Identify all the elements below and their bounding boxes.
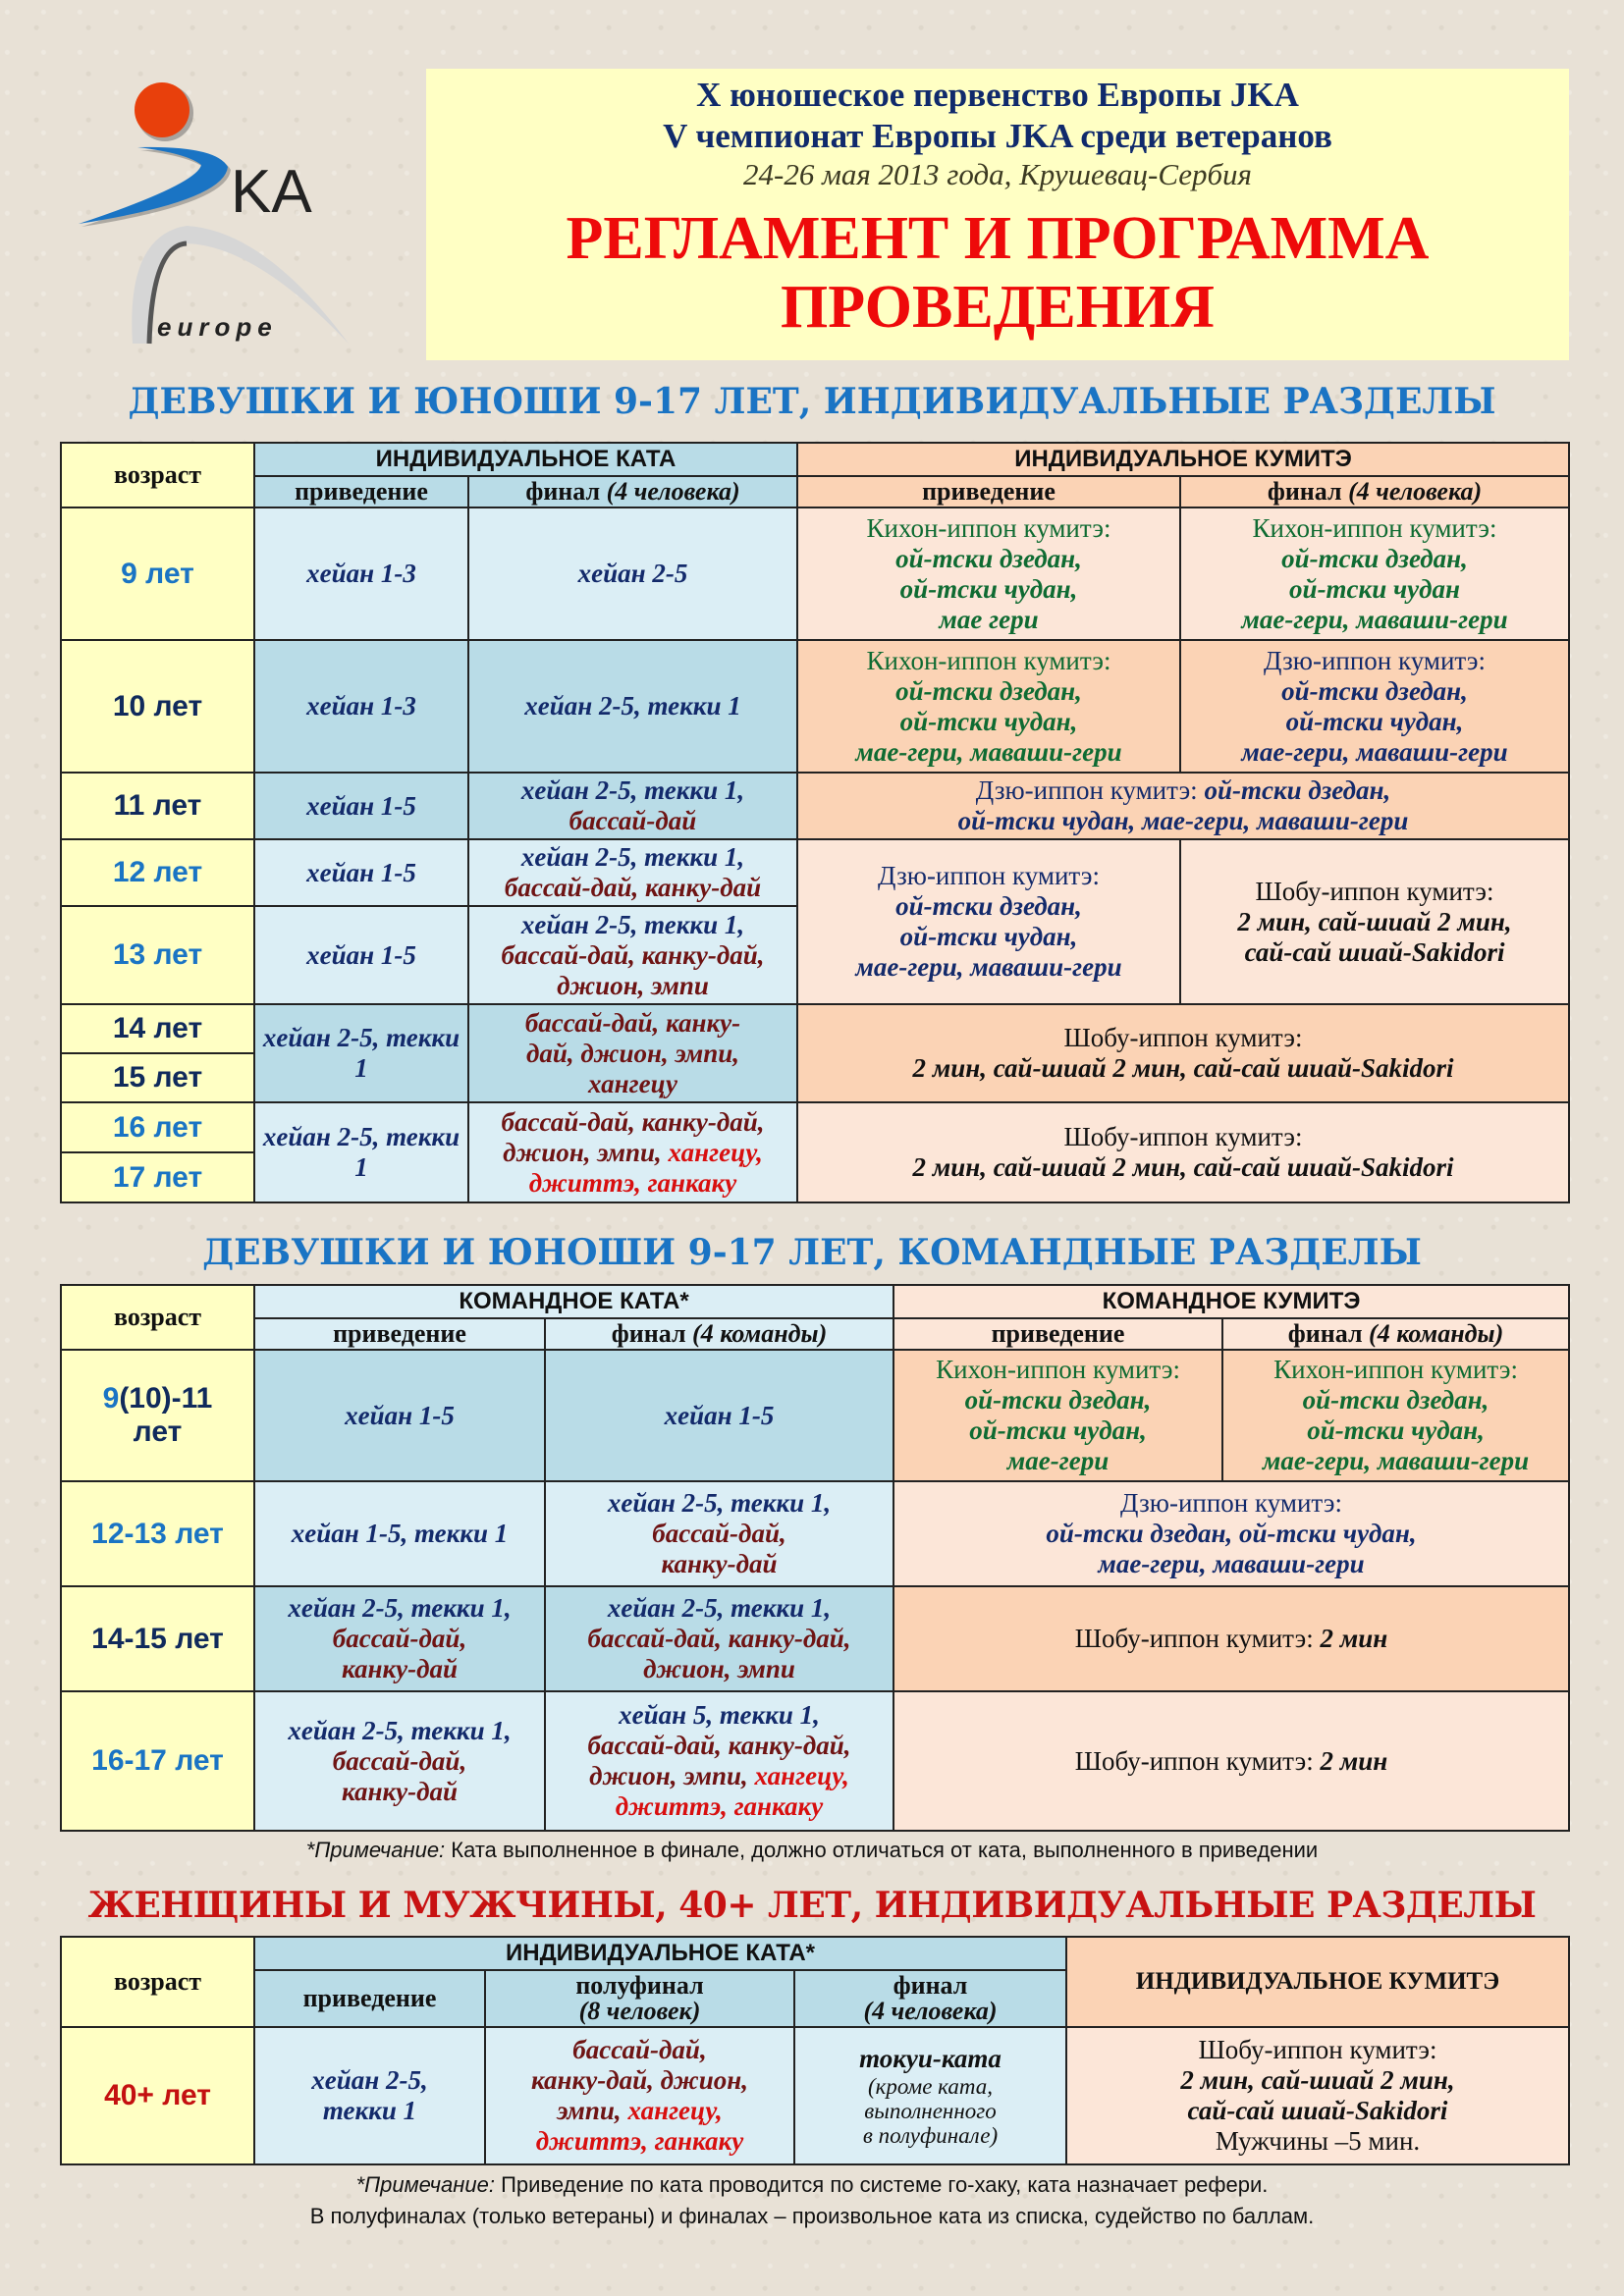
- kumite-final-cell: Кихон-иппон кумитэ: ой-тски дзедан, ой-тски чудан мае-гери, маваши-гери: [1180, 507, 1569, 640]
- age-cell: 9 лет: [61, 507, 254, 640]
- kumite-cell: Шобу-иппон кумитэ: 2 мин, сай-шиай 2 мин, сай-сай шиай-Sakidori: [797, 1102, 1569, 1202]
- kata-final-header: финал (4 команды): [545, 1318, 893, 1350]
- kumite-final-cell: Кихон-иппон кумитэ: ой-тски дзедан, ой-тски чудан, мае-гери, маваши-гери: [1222, 1350, 1569, 1481]
- svg-text:europe: europe: [157, 312, 278, 342]
- table-row: [61, 1586, 1569, 1691]
- kumite-cell: Дзю-иппон кумитэ: ой-тски дзедан, ой-тски чудан, мае-гери, маваши-гери: [797, 773, 1569, 839]
- kata-semi-header: полуфинал (8 человек): [485, 1970, 794, 2027]
- table-row: [61, 640, 1569, 773]
- age-cell: 16-17 лет: [61, 1691, 254, 1831]
- kata-prelim-cell: хейан 1-5: [254, 773, 468, 839]
- kata-final-cell: бассай-дай, канку- дай, джион, эмпи, хангецу: [468, 1004, 797, 1102]
- kata-prelim-cell: хейан 2-5, текки 1: [254, 2027, 485, 2164]
- age-cell: 14 лет: [61, 1004, 254, 1053]
- team-kata-header: КОМАНДНОЕ КАТА*: [254, 1285, 893, 1318]
- age-header: возраст: [61, 1285, 254, 1350]
- age-cell: 13 лет: [61, 906, 254, 1004]
- team-kumite-header: КОМАНДНОЕ КУМИТЭ: [893, 1285, 1569, 1318]
- kata-header: ИНДИВИДУАЛЬНОЕ КАТА: [254, 443, 797, 476]
- table-row: [61, 1691, 1569, 1831]
- kata-prelim-cell: хейан 1-5, текки 1: [254, 1481, 545, 1586]
- table-row: [61, 839, 1569, 906]
- table-row: [61, 1481, 1569, 1586]
- kata-prelim-cell: хейан 2-5, текки 1: [254, 1004, 468, 1102]
- event-date-location: 24-26 мая 2013 года, Крушевац-Сербия: [743, 157, 1252, 191]
- kata-final-cell: хейан 2-5, текки 1, бассай-дай: [468, 773, 797, 839]
- kata-prelim-cell: хейан 1-5: [254, 906, 468, 1004]
- kata-prelim-header: приведение: [254, 1970, 485, 2027]
- section1-table: [60, 442, 1570, 1203]
- kumite-cell: Дзю-иппон кумитэ: ой-тски дзедан, ой-тски чудан, мае-гери, маваши-гери: [893, 1481, 1569, 1586]
- table-row: [61, 2027, 1569, 2164]
- age-cell: 17 лет: [61, 1152, 254, 1202]
- kumite-prelim-cell: Дзю-иппон кумитэ: ой-тски дзедан, ой-тски чудан, мае-гери, маваши-гери: [797, 839, 1180, 1004]
- table-row: [61, 1102, 1569, 1152]
- kumite-cell: Шобу-иппон кумитэ: 2 мин, сай-шиай 2 мин, сай-сай шиай-Sakidori Мужчины –5 мин.: [1066, 2027, 1569, 2164]
- event-title-2: V чемпионат Европы JKA среди ветеранов: [663, 117, 1332, 155]
- section3-title: ЖЕНЩИНЫ И МУЖЧИНЫ, 40+ ЛЕТ, ИНДИВИДУАЛЬНЫЕ РАЗДЕЛЫ: [87, 1885, 1537, 1926]
- kumite-cell: Шобу-иппон кумитэ: 2 мин, сай-шиай 2 мин, сай-сай шиай-Sakidori: [797, 1004, 1569, 1102]
- age-cell: 12 лет: [61, 839, 254, 906]
- section3-table: [60, 1936, 1570, 2165]
- kata-header: ИНДИВИДУАЛЬНОЕ КАТА*: [254, 1937, 1066, 1970]
- table-row: [61, 773, 1569, 839]
- kata-final-cell: хейан 2-5, текки 1, бассай-дай, канку-дай: [545, 1481, 893, 1586]
- kumite-prelim-cell: Кихон-иппон кумитэ: ой-тски дзедан, ой-тски чудан, мае-гери: [893, 1350, 1222, 1481]
- section2-title: ДЕВУШКИ И ЮНОШИ 9-17 ЛЕТ, КОМАНДНЫЕ РАЗДЕЛЫ: [202, 1232, 1422, 1273]
- age-cell: 14-15 лет: [61, 1586, 254, 1691]
- kumite-prelim-cell: Кихон-иппон кумитэ: ой-тски дзедан, ой-тски чудан, мае гери: [797, 507, 1180, 640]
- kata-prelim-cell: хейан 1-3: [254, 640, 468, 773]
- kata-final-cell: хейан 2-5, текки 1, бассай-дай, канку-дай, джион, эмпи: [468, 906, 797, 1004]
- kumite-prelim-cell: Кихон-иппон кумитэ: ой-тски дзедан, ой-тски чудан, мае-гери, маваши-гери: [797, 640, 1180, 773]
- document-title-line-2: ПРОВЕДЕНИЯ: [781, 274, 1215, 341]
- kata-final-header: финал (4 человека): [794, 1970, 1066, 2027]
- age-header: возраст: [61, 1937, 254, 2027]
- document-title-line-1: РЕГЛАМЕНТ И ПРОГРАММА: [566, 205, 1430, 272]
- kumite-header: ИНДИВИДУАЛЬНОЕ КУМИТЭ: [1066, 1937, 1569, 2027]
- age-cell: 11 лет: [61, 773, 254, 839]
- kumite-prelim-header: приведение: [797, 476, 1180, 507]
- age-cell: 16 лет: [61, 1102, 254, 1152]
- kata-final-header: финал (4 человека): [468, 476, 797, 507]
- logo-text: KA: [231, 158, 312, 226]
- kata-final-cell: хейан 2-5: [468, 507, 797, 640]
- kata-prelim-cell: хейан 2-5, текки 1, бассай-дай, канку-дай: [254, 1691, 545, 1831]
- kata-final-cell: хейан 2-5, текки 1: [468, 640, 797, 773]
- event-title-1: X юношеское первенство Европы JKA: [696, 76, 1299, 114]
- kata-prelim-cell: хейан 1-3: [254, 507, 468, 640]
- kumite-cell: Шобу-иппон кумитэ: 2 мин: [893, 1691, 1569, 1831]
- header-box: [426, 69, 1569, 360]
- age-header: возраст: [61, 443, 254, 507]
- kata-final-cell: бассай-дай, канку-дай, джион, эмпи, хангецу, джиттэ, ганкаку: [468, 1102, 797, 1202]
- kumite-cell: Шобу-иппон кумитэ: 2 мин: [893, 1586, 1569, 1691]
- kumite-final-cell: Шобу-иппон кумитэ: 2 мин, сай-шиай 2 мин, сай-сай шиай-Sakidori: [1180, 839, 1569, 1004]
- kata-prelim-cell: хейан 1-5: [254, 839, 468, 906]
- kumite-prelim-header: приведение: [893, 1318, 1222, 1350]
- age-cell: 15 лет: [61, 1053, 254, 1102]
- kata-final-cell: хейан 2-5, текки 1, бассай-дай, канку-дай: [468, 839, 797, 906]
- table-row: [61, 507, 1569, 640]
- section2-table: [60, 1284, 1570, 1832]
- age-cell: 10 лет: [61, 640, 254, 773]
- section1-title: ДЕВУШКИ И ЮНОШИ 9-17 ЛЕТ, ИНДИВИДУАЛЬНЫЕ РАЗДЕЛЫ: [128, 381, 1496, 422]
- document-title: [426, 204, 1569, 342]
- kumite-header: ИНДИВИДУАЛЬНОЕ КУМИТЭ: [797, 443, 1569, 476]
- kata-final-cell: хейан 1-5: [545, 1350, 893, 1481]
- kata-prelim-header: приведение: [254, 1318, 545, 1350]
- kumite-final-cell: Дзю-иппон кумитэ: ой-тски дзедан, ой-тски чудан, мае-гери, маваши-гери: [1180, 640, 1569, 773]
- table-row: [61, 1004, 1569, 1053]
- jka-europe-logo: [59, 69, 383, 353]
- kata-prelim-cell: хейан 2-5, текки 1, бассай-дай, канку-дай: [254, 1586, 545, 1691]
- age-cell: 9(10)-11 лет: [61, 1350, 254, 1481]
- kumite-final-header: финал (4 команды): [1222, 1318, 1569, 1350]
- section3-note: *Примечание: Приведение по ката проводится по системе го-хаку, ката назначает рефери. В полуфиналах (только ветераны) и финалах – произвольное ката из списка, судейство по баллам.: [309, 2172, 1315, 2228]
- table-row: [61, 1350, 1569, 1481]
- kata-prelim-header: приведение: [254, 476, 468, 507]
- kumite-final-header: финал (4 человека): [1180, 476, 1569, 507]
- section2-note: *Примечание: Ката выполненное в финале, должно отличаться от ката, выполненного в приведении: [305, 1838, 1319, 1862]
- kata-semi-cell: бассай-дай, канку-дай, джион, эмпи, хангецу, джиттэ, ганкаку: [485, 2027, 794, 2164]
- kata-prelim-cell: хейан 1-5: [254, 1350, 545, 1481]
- kata-prelim-cell: хейан 2-5, текки 1: [254, 1102, 468, 1202]
- age-cell: 12-13 лет: [61, 1481, 254, 1586]
- kata-final-cell: хейан 2-5, текки 1, бассай-дай, канку-дай, джион, эмпи: [545, 1586, 893, 1691]
- age-cell: 40+ лет: [61, 2027, 254, 2164]
- kata-final-cell: хейан 5, текки 1, бассай-дай, канку-дай, джион, эмпи, хангецу, джиттэ, ганкаку: [545, 1691, 893, 1831]
- kata-final-cell: токуи-ката (кроме ката, выполненного в полуфинале): [794, 2027, 1066, 2164]
